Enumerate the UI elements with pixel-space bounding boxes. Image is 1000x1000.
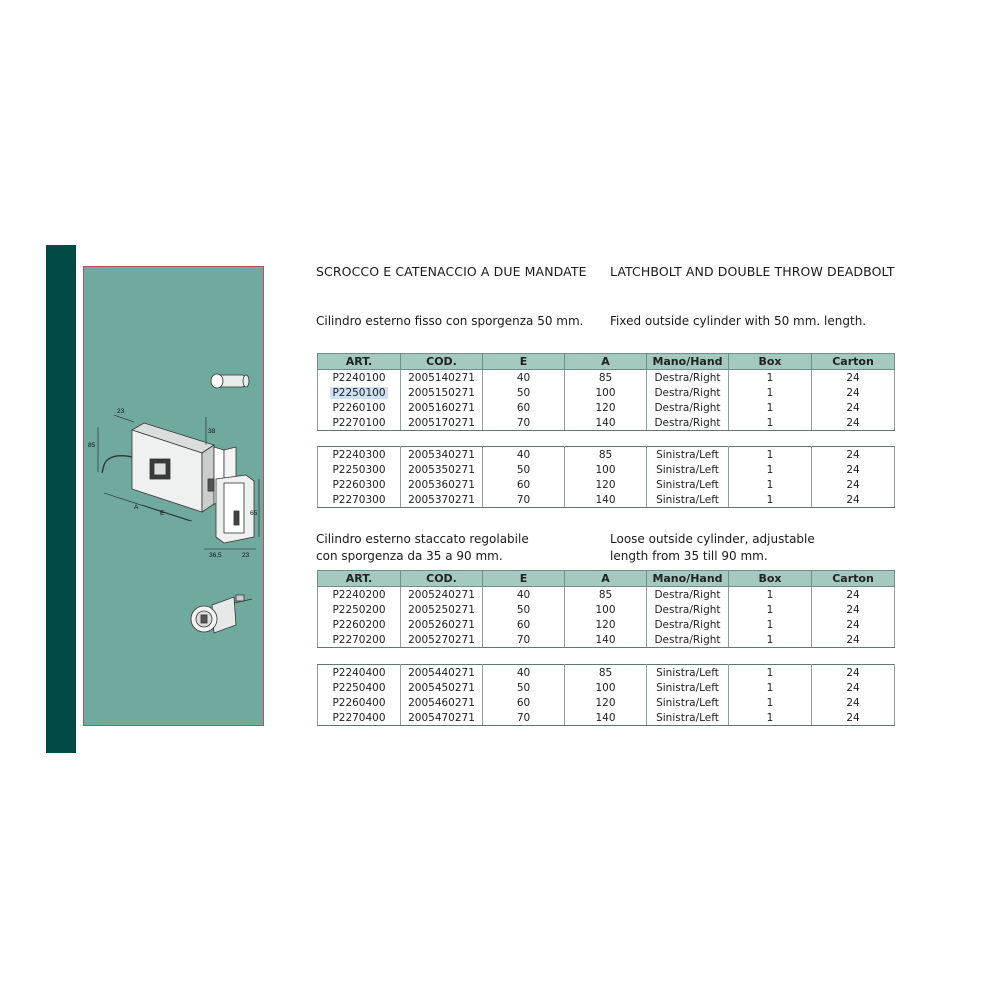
table-row [318,680,895,695]
table-row [318,587,895,603]
title-italian: SCROCCO E CATENACCIO A DUE MANDATE [316,264,587,279]
table-cell: 24 [812,695,895,710]
table-cell-selected[interactable] [318,385,401,400]
table-cell: 1 [729,400,812,415]
table-cell: 2005340271 [401,447,483,463]
table-cell: 100 [565,462,647,477]
dim-label: 38 [208,428,216,435]
table-cell: 85 [565,370,647,386]
table-cell: 24 [812,617,895,632]
table-cell: Destra/Right [647,400,729,415]
table-cell: 2005250271 [401,602,483,617]
dim-label: 23 [117,408,125,415]
table-cell: 24 [812,462,895,477]
table-cell: 85 [565,665,647,681]
product-table-fixed-right [317,353,895,431]
table-cell: Destra/Right [647,415,729,431]
section2-desc-english-line2: length from 35 till 90 mm. [610,549,768,563]
table-cell: Destra/Right [647,602,729,617]
table-cell: 1 [729,447,812,463]
table-cell: 120 [565,695,647,710]
table-cell: 50 [483,602,565,617]
table-cell: 140 [565,415,647,431]
table-cell: 2005150271 [401,385,483,400]
table-cell: 2005260271 [401,617,483,632]
table-row [318,665,895,681]
table-cell: 24 [812,400,895,415]
table-cell: 50 [483,462,565,477]
table-cell: 140 [565,492,647,508]
table-cell: Sinistra/Left [647,665,729,681]
table-cell: P2250200 [318,602,401,617]
table-cell: 70 [483,415,565,431]
table-cell: 2005140271 [401,370,483,386]
table-cell: 24 [812,602,895,617]
product-table-loose-right [317,570,895,648]
table-cell: 120 [565,477,647,492]
product-table-fixed-left [317,446,895,508]
table-cell: 40 [483,665,565,681]
dim-label: A [134,504,139,511]
table-header-row [318,571,895,587]
col-header: ART. [318,354,401,370]
section1-desc-italian: Cilindro esterno fisso con sporgenza 50 mm. [316,314,584,328]
cylinder-icon [211,374,249,388]
table-cell: 2005470271 [401,710,483,726]
table-cell: 40 [483,447,565,463]
col-header: A [565,571,647,587]
title-english: LATCHBOLT AND DOUBLE THROW DEADBOLT [610,264,895,279]
table-cell: 24 [812,632,895,648]
loose-cylinder-icon [191,595,252,633]
table-row [318,415,895,431]
table-cell: Destra/Right [647,587,729,603]
section1-desc-english: Fixed outside cylinder with 50 mm. length. [610,314,867,328]
table-cell: 2005270271 [401,632,483,648]
table-cell: Sinistra/Left [647,447,729,463]
table-cell: 2005370271 [401,492,483,508]
table-cell: Sinistra/Left [647,477,729,492]
table-cell: 60 [483,617,565,632]
table-cell: 2005240271 [401,587,483,603]
selected-text: P2250100 [332,386,386,399]
table-row [318,632,895,648]
product-table-loose-left [317,664,895,726]
dim-label: 65 [250,510,258,517]
dim-label: E [160,510,165,517]
table-cell: 24 [812,710,895,726]
table-row [318,602,895,617]
table-cell: 1 [729,617,812,632]
table-cell: P2240100 [318,370,401,386]
table-cell: 85 [565,447,647,463]
table-cell: Sinistra/Left [647,680,729,695]
dim-label: 36,5 [209,552,222,559]
table-cell: Destra/Right [647,385,729,400]
table-row [318,617,895,632]
dim-label: 85 [88,442,96,449]
table-cell: P2270400 [318,710,401,726]
table-cell: Sinistra/Left [647,695,729,710]
table-cell: P2270200 [318,632,401,648]
table-cell: P2260400 [318,695,401,710]
table-cell: 1 [729,370,812,386]
table-cell: P2260200 [318,617,401,632]
table-cell: 1 [729,632,812,648]
table-cell: 140 [565,632,647,648]
table-row [318,477,895,492]
table-cell: 1 [729,492,812,508]
table-cell: 2005350271 [401,462,483,477]
table-cell: 100 [565,602,647,617]
table-cell: 2005360271 [401,477,483,492]
table-cell: 2005160271 [401,400,483,415]
table-cell: Sinistra/Left [647,462,729,477]
strike-plate-icon [216,475,254,543]
table-row [318,695,895,710]
table-cell: 85 [565,587,647,603]
col-header: Carton [812,571,895,587]
table-cell: 24 [812,680,895,695]
table-cell: 60 [483,695,565,710]
table-cell: 1 [729,665,812,681]
table-cell: 70 [483,710,565,726]
table-row [318,462,895,477]
table-cell: P2260100 [318,400,401,415]
table-cell: P2270300 [318,492,401,508]
table-cell: 2005440271 [401,665,483,681]
table-cell: 100 [565,680,647,695]
table-row [318,370,895,386]
table-cell: 24 [812,492,895,508]
table-cell: 24 [812,665,895,681]
section2-desc-english-line1: Loose outside cylinder, adjustable [610,532,815,546]
table-cell: 1 [729,602,812,617]
table-cell: 1 [729,680,812,695]
col-header: E [483,571,565,587]
col-header: Box [729,354,812,370]
table-cell: P2240300 [318,447,401,463]
table-cell: Destra/Right [647,370,729,386]
table-cell: Sinistra/Left [647,710,729,726]
table-cell: 24 [812,447,895,463]
lock-drawing [84,267,264,726]
table-cell: P2270100 [318,415,401,431]
table-cell: P2240400 [318,665,401,681]
table-header-row [318,354,895,370]
table-cell: 1 [729,695,812,710]
table-cell: 2005450271 [401,680,483,695]
side-accent-bar [46,245,76,753]
table-cell: 40 [483,587,565,603]
table-cell: Sinistra/Left [647,492,729,508]
table-cell: 24 [812,587,895,603]
table-row [318,710,895,726]
table-cell: 50 [483,385,565,400]
table-cell: 1 [729,477,812,492]
table-cell: 120 [565,400,647,415]
table-cell: 70 [483,632,565,648]
dim-label: 23 [242,552,250,559]
table-cell: 60 [483,477,565,492]
table-row [318,492,895,508]
table-cell: 1 [729,710,812,726]
table-cell: 140 [565,710,647,726]
col-header: Carton [812,354,895,370]
col-header: Box [729,571,812,587]
table-cell: 50 [483,680,565,695]
col-header: ART. [318,571,401,587]
col-header: Mano/Hand [647,354,729,370]
table-cell: 120 [565,617,647,632]
table-cell: 1 [729,385,812,400]
table-row [318,385,895,400]
table-row [318,447,895,463]
table-cell: 1 [729,462,812,477]
section2-desc-italian-line1: Cilindro esterno staccato regolabile [316,532,529,546]
table-cell: 70 [483,492,565,508]
table-cell: Destra/Right [647,632,729,648]
table-cell: 1 [729,587,812,603]
table-cell: 24 [812,370,895,386]
table-cell: 24 [812,385,895,400]
col-header: COD. [401,571,483,587]
table-cell: 2005170271 [401,415,483,431]
table-cell: 60 [483,400,565,415]
col-header: COD. [401,354,483,370]
table-cell: 2005460271 [401,695,483,710]
table-row [318,400,895,415]
col-header: E [483,354,565,370]
table-cell: 40 [483,370,565,386]
table-cell: P2250300 [318,462,401,477]
table-cell: 24 [812,415,895,431]
table-cell: 100 [565,385,647,400]
section2-desc-italian-line2: con sporgenza da 35 a 90 mm. [316,549,503,563]
col-header: A [565,354,647,370]
table-cell: P2240200 [318,587,401,603]
lock-illustration-panel [83,266,264,726]
table-cell: Destra/Right [647,617,729,632]
table-cell: P2250400 [318,680,401,695]
col-header: Mano/Hand [647,571,729,587]
table-cell: 1 [729,415,812,431]
table-cell: P2260300 [318,477,401,492]
table-cell: 24 [812,477,895,492]
